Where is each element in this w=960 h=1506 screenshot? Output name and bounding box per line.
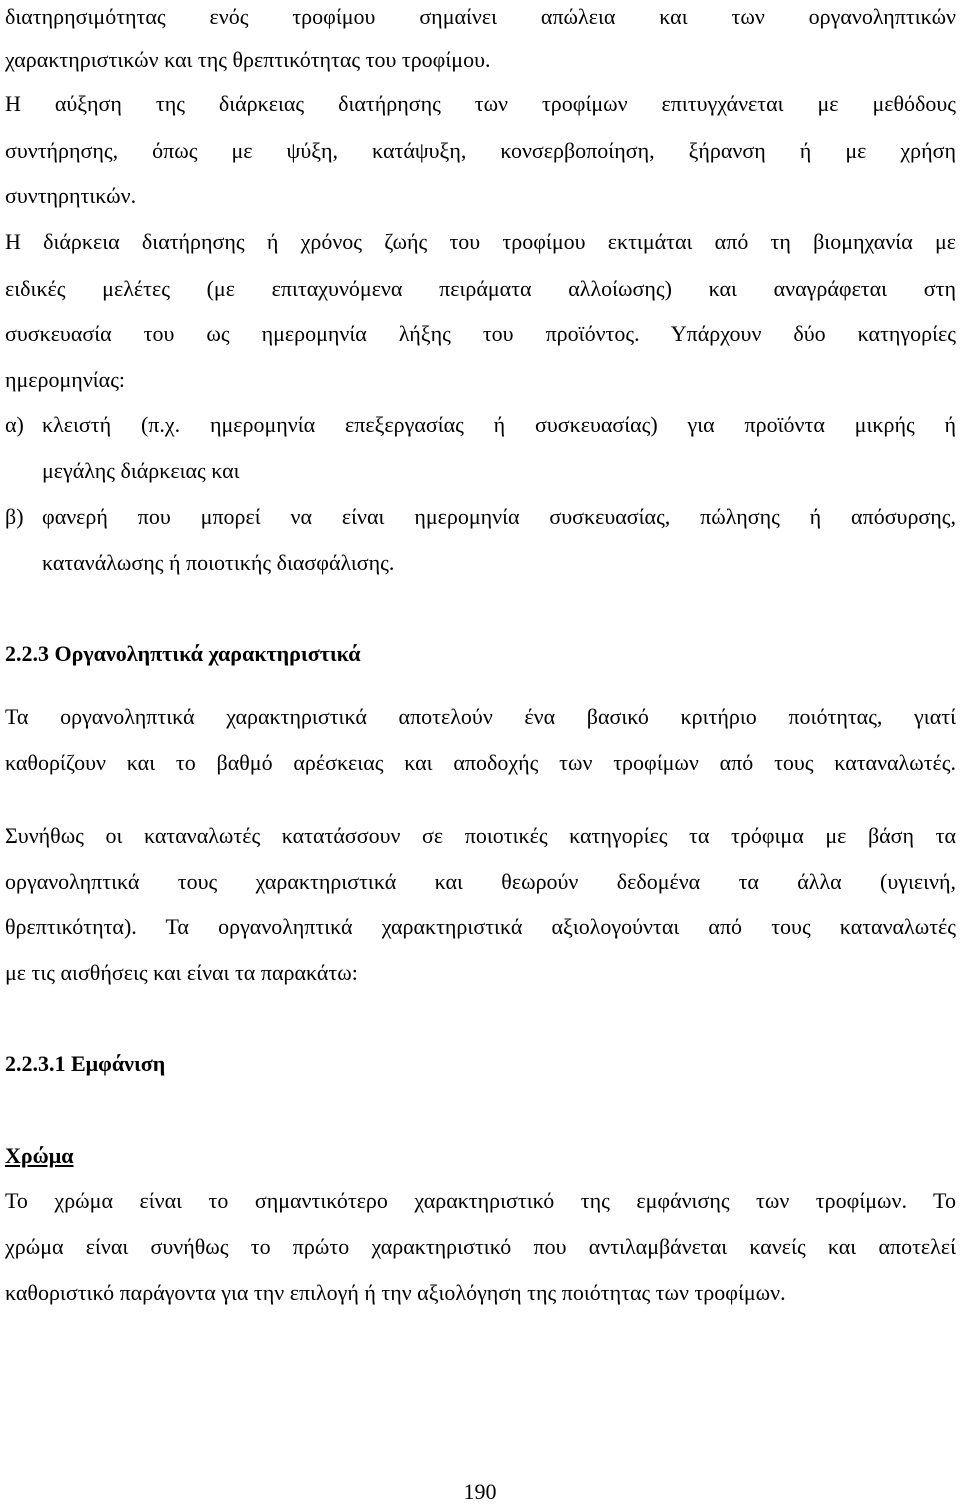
list-item-label: α) (5, 412, 24, 437)
paragraph-line: χαρακτηριστικών και της θρεπτικότητας του τροφίμου. (5, 47, 491, 72)
subsection-heading: 2.2.3.1 Εμφάνιση (5, 1051, 166, 1076)
paragraph-line: Το χρώμα είναι το σημαντικότερο χαρακτηριστικό της εμφάνισης των τροφίμων. Το (5, 1188, 956, 1213)
section-heading: 2.2.3 Οργανοληπτικά χαρακτηριστικά (5, 641, 361, 666)
paragraph-line: Η διάρκεια διατήρησης ή χρόνος ζωής του τροφίμου εκτιμάται από τη βιομηχανία με (5, 229, 956, 254)
paragraph-line: ειδικές μελέτες (με επιταχυνόμενα πειράματα αλλοίωσης) και αναγράφεται στη (5, 276, 956, 301)
paragraph-line: συντηρητικών. (5, 183, 137, 208)
paragraph-line: καθορίζουν και το βαθμό αρέσκειας και αποδοχής των τροφίμων από τους καταναλωτές. (5, 750, 956, 775)
paragraph-line: διατηρησιμότητας ενός τροφίμου σημαίνει απώλεια και των οργανοληπτικών (5, 4, 956, 29)
paragraph-line: συσκευασία του ως ημερομηνία λήξης του προϊόντος. Υπάρχουν δύο κατηγορίες (5, 321, 956, 346)
list-item-text: φανερή που μπορεί να είναι ημερομηνία συσκευασίας, πώλησης ή απόσυρσης, (42, 504, 956, 529)
paragraph-line: Συνήθως οι καταναλωτές κατατάσσουν σε ποιοτικές κατηγορίες τα τρόφιμα με βάση τα (5, 823, 956, 848)
list-item-text: κατανάλωσης ή ποιοτικής διασφάλισης. (42, 550, 395, 575)
paragraph-line: καθοριστικό παράγοντα για την επιλογή ή την αξιολόγηση της ποιότητας των τροφίμων. (5, 1280, 786, 1305)
subheading: Χρώμα (5, 1143, 74, 1168)
paragraph-line: ημερομηνίας: (5, 367, 126, 392)
paragraph-line: θρεπτικότητα). Τα οργανοληπτικά χαρακτηριστικά αξιολογούνται από τους καταναλωτές (5, 914, 956, 939)
list-item-text: μεγάλης διάρκειας και (42, 458, 240, 483)
list-item-label: β) (5, 504, 24, 529)
list-item-text: κλειστή (π.χ. ημερομηνία επεξεργασίας ή συσκευασίας) για προϊόντα μικρής ή (42, 412, 956, 437)
paragraph-line: οργανοληπτικά τους χαρακτηριστικά και θεωρούν δεδομένα τα άλλα (υγιεινή, (5, 869, 956, 894)
paragraph-line: Η αύξηση της διάρκειας διατήρησης των τροφίμων επιτυγχάνεται με μεθόδους (5, 91, 956, 116)
page-number: 190 (463, 1479, 497, 1504)
paragraph-line: με τις αισθήσεις και είναι τα παρακάτω: (5, 960, 358, 985)
paragraph-line: χρώμα είναι συνήθως το πρώτο χαρακτηριστικό που αντιλαμβάνεται κανείς και αποτελεί (5, 1234, 956, 1259)
paragraph-line: συντήρησης, όπως με ψύξη, κατάψυξη, κονσερβοποίηση, ξήρανση ή με χρήση (5, 138, 956, 163)
paragraph-line: Τα οργανοληπτικά χαρακτηριστικά αποτελούν ένα βασικό κριτήριο ποιότητας, γιατί (5, 704, 956, 729)
